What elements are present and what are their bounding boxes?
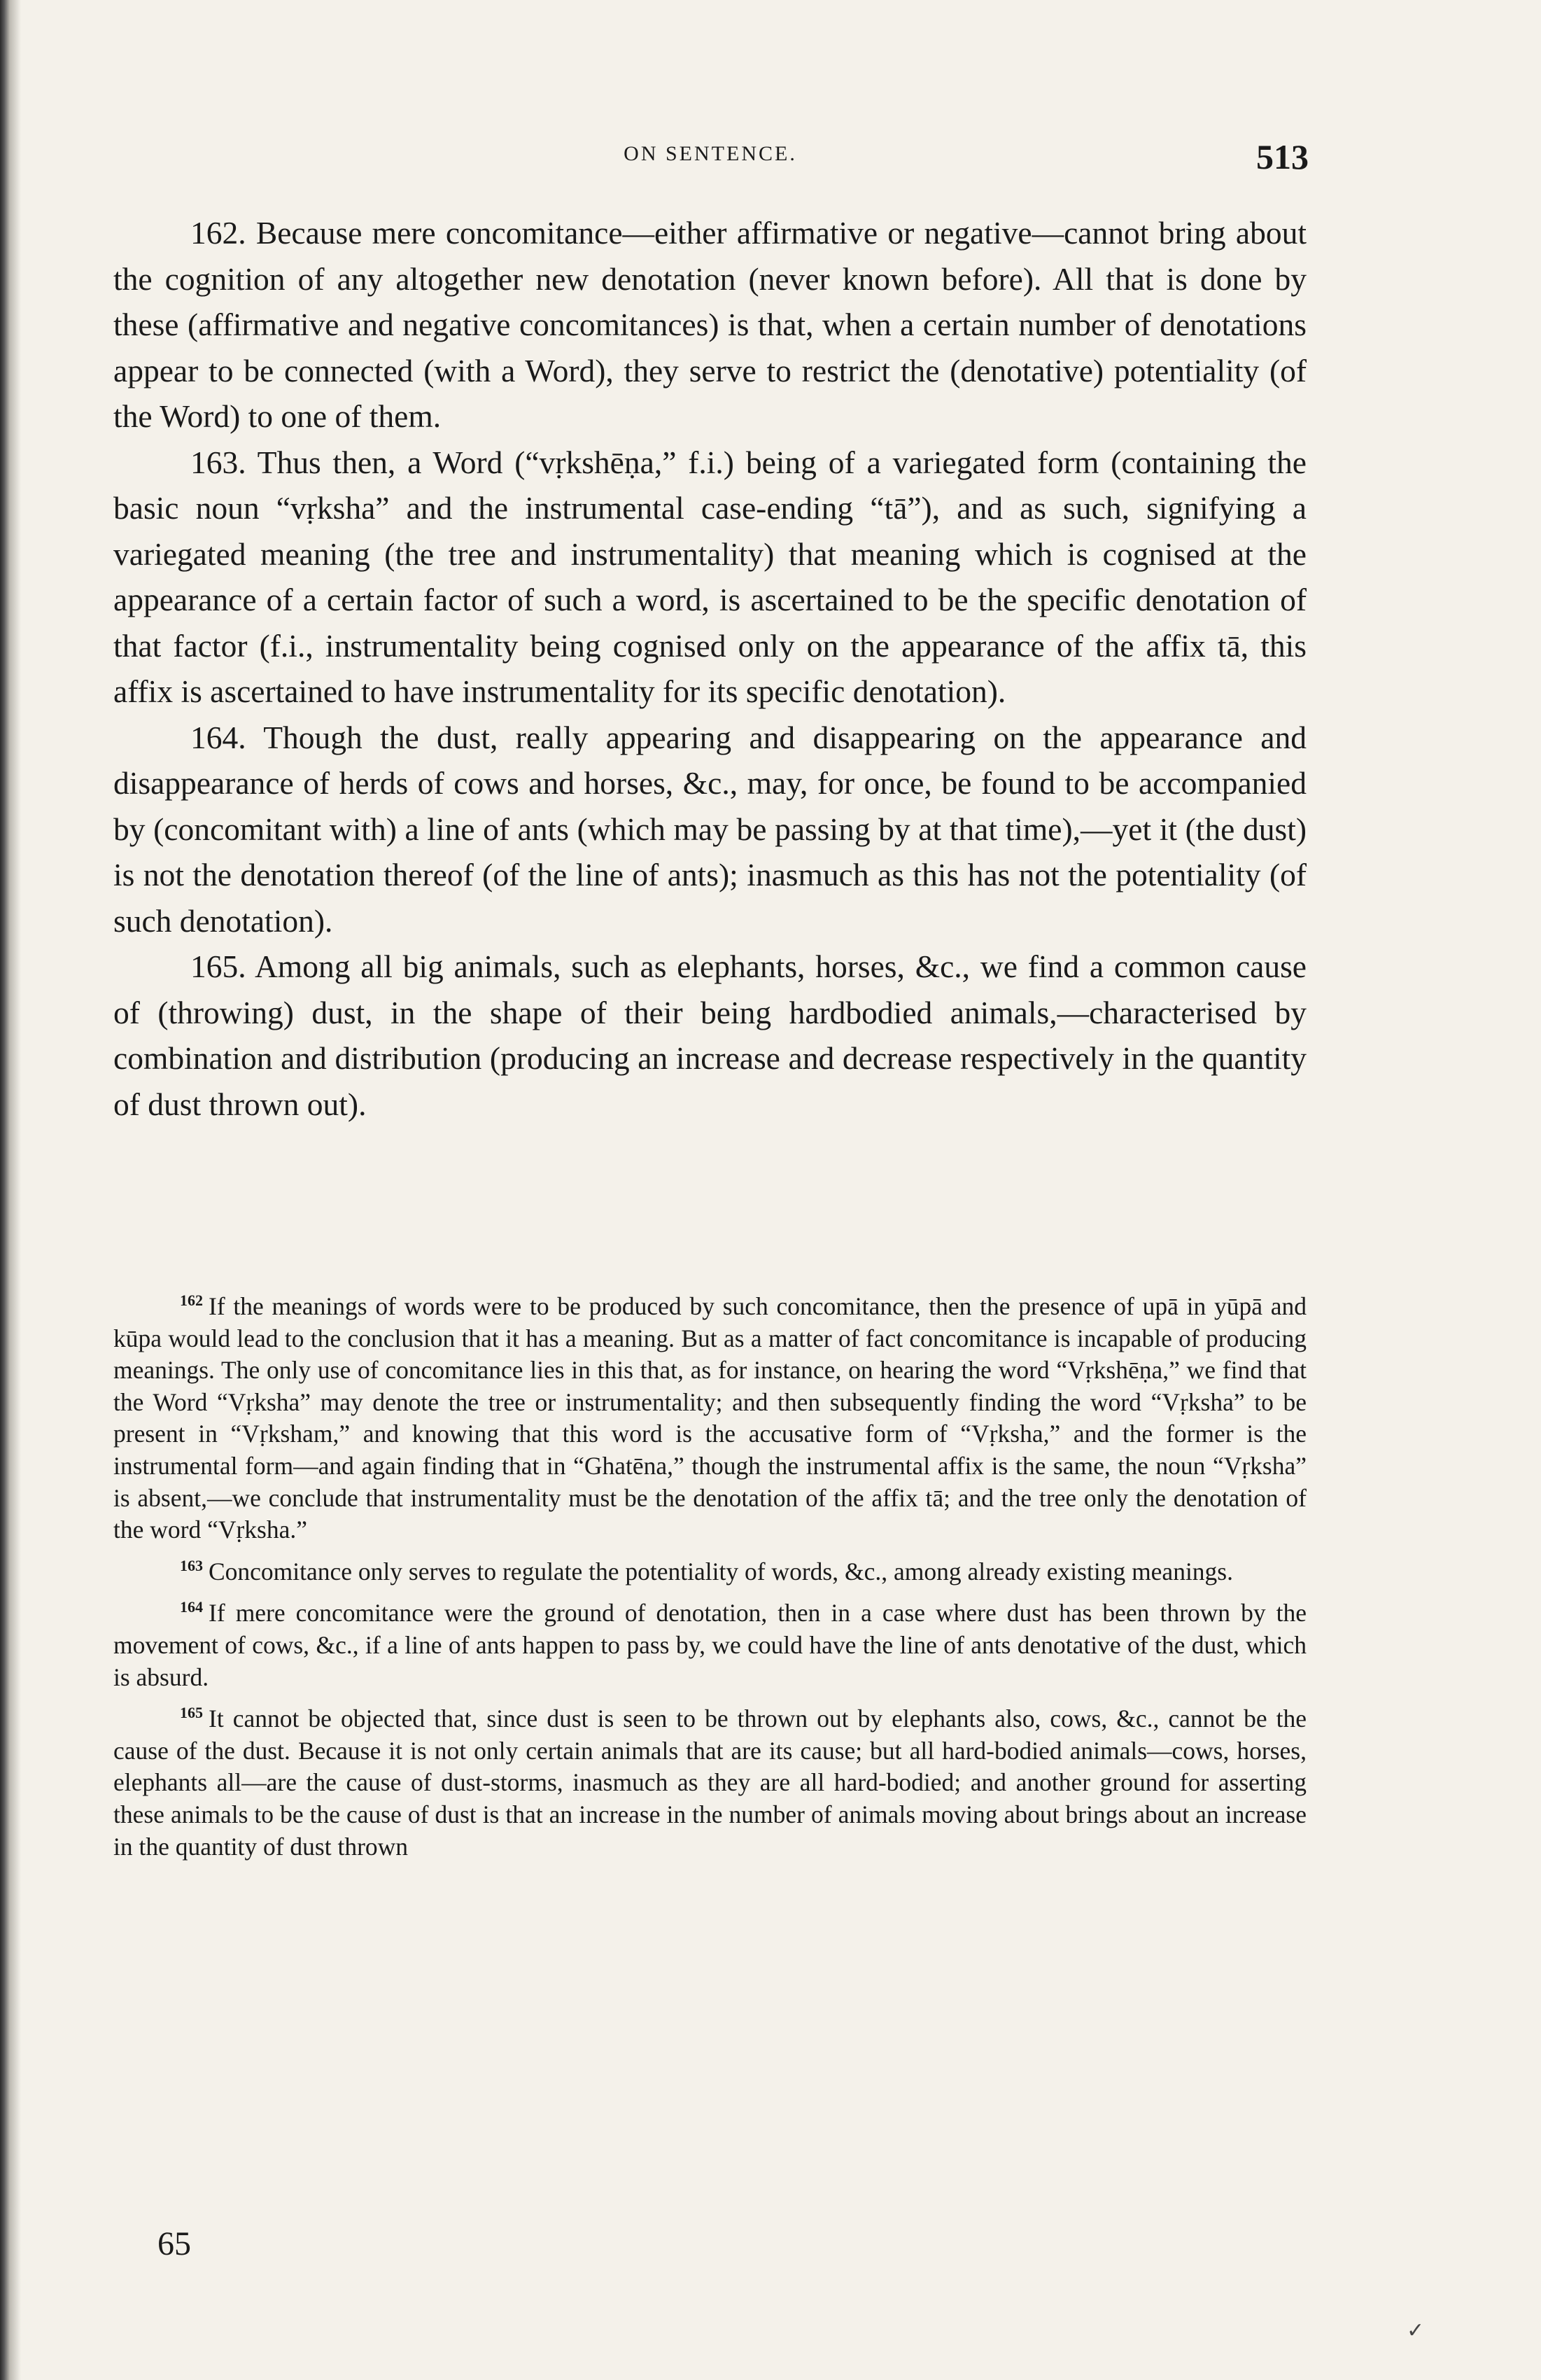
paragraph-165: 165. Among all big animals, such as elephants, horses, &c., we find a common cause of (throwing) dust, in the shape of their being hardbodied animals,—characterised by combination and distribution (producing an increase and decrease respectively in the quantity of dust thrown out). <box>113 948 1307 1122</box>
paragraph-164: 164. Though the dust, really appearing and disappearing on the appearance and disappearance of herds of cows and horses, &c., may, for once, be found to be accompanied by (concomitant with) a line of ants (which may be passing by at that time),—yet it (the dust) is not the denotation thereof (of the line of ants); inasmuch as this has not the potentiality (of such denotation). <box>113 719 1307 939</box>
running-head: ON SENTENCE. <box>624 142 797 165</box>
footnote-164 <box>113 1591 1307 1693</box>
footnote-163 <box>113 1550 1307 1588</box>
paragraph-163: 163. Thus then, a Word (“vṛkshēṇa,” f.i.) being of a variegated form (containing the basic noun “vṛksha” and the instrumental case-ending “tā”), and as such, signifying a variegated meaning (the tree and instrumentality) that meaning which is cognised at the appearance of a certain factor of such a word, is ascertained to be the specific denotation of that factor (f.i., instrumentality being cognised only on the appearance of the affix tā, this affix is ascertained to have instrumentality for its specific denotation). <box>113 444 1307 709</box>
paragraph-162: 162. Because mere concomitance—either affirmative or negative—cannot bring about the cognition of any altogether new denotation (never known before). All that is done by these (affirmative and negative concomitances) is that, when a certain number of denotations appear to be connected (with a Word), they serve to restrict the (denotative) potentiality (of the Word) to one of them. <box>113 215 1307 434</box>
footnote-mark: 162 <box>180 1292 203 1309</box>
printer-signature: 65 <box>157 2225 191 2262</box>
footnotes <box>113 1284 1307 1866</box>
footnote-mark: 165 <box>180 1704 203 1722</box>
footnote-text: If the meanings of words were to be produced by such concomitance, then the presence of upā in yūpā and kūpa would lead to the conclusion that it has a meaning. But as a matter of fact concomitance is incapable of producing meanings. The only use of concomitance lies in this that, as for instance, on hearing the word “Vṛkshēṇa,” we find that the Word “Vṛksha” may denote the tree or instrumentality; and then subsequently finding the word “Vṛksha” to be present in “Vṛksham,” and knowing that this word is the accusative form of “Vṛksha,” and the former is the instrumental form—and again finding that in “Ghatēna,” though the instrumental affix is the same, the noun “Vṛksha” is absent,—we conclude that instrumentality must be the denotation of the affix tā; and the tree only the denotation of the word “Vṛksha.” <box>113 1292 1307 1544</box>
footnote-text: Concomitance only serves to regulate the potentiality of words, &c., among already existing meanings. <box>209 1557 1233 1586</box>
footnote-text: It cannot be objected that, since dust is seen to be thrown out by elephants also, cows, &c., cannot be the cause of the dust. Because it is not only certain animals that are its cause; but all hard-bodied animals—cows, horses, elephants all—are the cause of dust-storms, inasmuch as they are all hard-bodied; and another ground for asserting these animals to be the cause of dust is that an increase in the number of animals moving about brings about an increase in the quantity of dust thrown <box>113 1704 1307 1861</box>
stray-ink-mark: ✓ <box>1407 2319 1425 2342</box>
footnote-mark: 163 <box>180 1556 203 1574</box>
page-number: 513 <box>1256 137 1309 176</box>
main-text <box>113 210 1307 1127</box>
footnote-162 <box>113 1284 1307 1546</box>
scan-binding-edge <box>0 0 21 2380</box>
footnote-mark: 164 <box>180 1598 203 1616</box>
footnote-165 <box>113 1697 1307 1863</box>
footnote-text: If mere concomitance were the ground of denotation, then in a case where dust has been thrown by the movement of cows, &c., if a line of ants happen to pass by, we could have the line of ants denotative of the dust, which is absurd. <box>113 1599 1307 1691</box>
page-header <box>112 136 1309 178</box>
